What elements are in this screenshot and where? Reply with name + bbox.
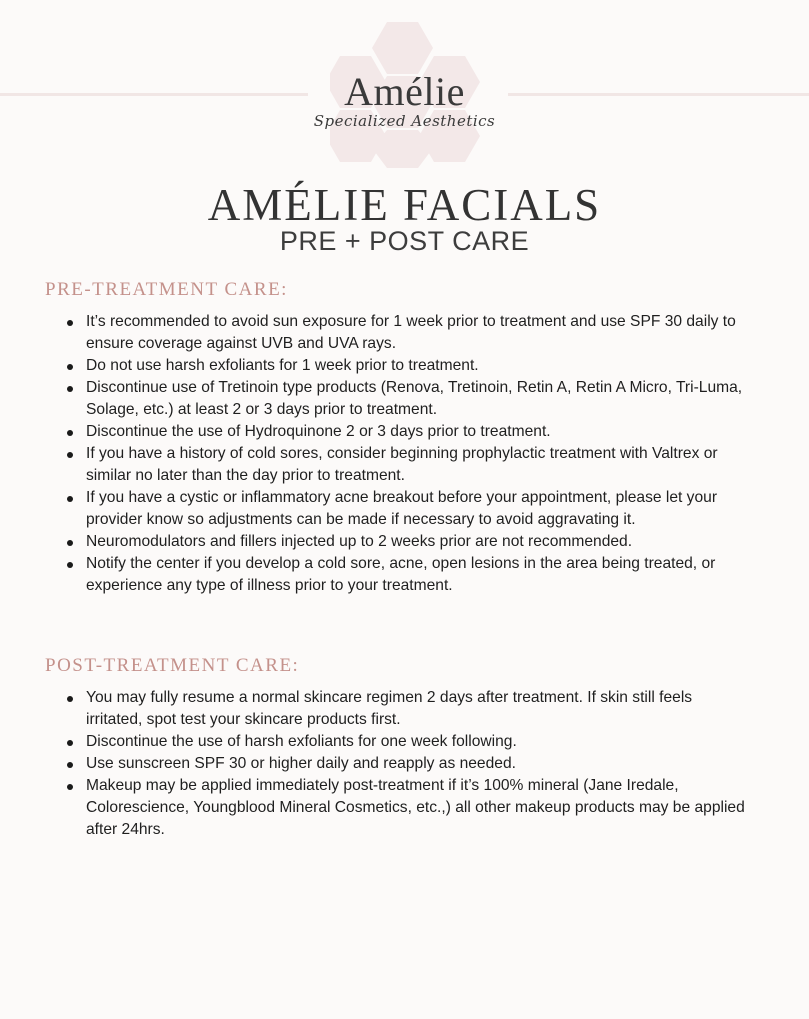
list-item [62, 553, 752, 597]
list-item-text: Do not use harsh exfoliants for 1 week prior to treatment. [86, 357, 479, 374]
bullet-icon [67, 320, 73, 326]
bullet-icon [67, 540, 73, 546]
bullet-icon [67, 562, 73, 568]
list-item [62, 355, 752, 377]
list-item-text: Discontinue use of Tretinoin type products (Renova, Tretinoin, Retin A, Retin A Micro, Tri-Luma, Solage, etc.) at least 2 or 3 days prior to treatment. [86, 379, 743, 418]
bullet-icon [67, 696, 73, 702]
list-item-text: If you have a history of cold sores, consider beginning prophylactic treatment with Valtrex or similar no later than the day prior to treatment. [86, 445, 718, 484]
bullet-icon [67, 762, 73, 768]
list-item-text: It’s recommended to avoid sun exposure for 1 week prior to treatment and use SPF 30 daily to ensure coverage against UVB and UVA rays. [86, 313, 736, 352]
hexagon-shape [372, 22, 433, 74]
list-item-text: If you have a cystic or inflammatory acne breakout before your appointment, please let your provider know so adjustments can be made if necessary to avoid aggravating it. [86, 489, 718, 528]
brand-tagline: Specialized Aesthetics [313, 112, 496, 130]
list-item [62, 487, 752, 531]
bullet-icon [67, 430, 73, 436]
list-item [62, 377, 752, 421]
list-item [62, 753, 752, 775]
list-item [62, 775, 752, 841]
bullet-icon [67, 784, 73, 790]
pre-treatment-list [62, 311, 752, 597]
list-item-text: Discontinue the use of harsh exfoliants for one week following. [86, 733, 517, 750]
list-item-text: Discontinue the use of Hydroquinone 2 or 3 days prior to treatment. [86, 423, 551, 440]
post-treatment-heading: POST-TREATMENT CARE: [45, 655, 300, 676]
brand-logo-text: Amélie [344, 69, 465, 114]
bullet-icon [67, 452, 73, 458]
pre-treatment-heading: PRE-TREATMENT CARE: [45, 279, 288, 300]
page-title: AMÉLIE FACIALS [207, 180, 602, 230]
list-item-text: Notify the center if you develop a cold sore, acne, open lesions in the area being treated, or experience any type of illness prior to your treatment. [86, 555, 716, 594]
list-item-text: You may fully resume a normal skincare regimen 2 days after treatment. If skin still feels irritated, spot test your skincare products first. [86, 689, 693, 728]
list-item [62, 687, 752, 731]
list-item [62, 731, 752, 753]
bullet-icon [67, 740, 73, 746]
bullet-icon [67, 364, 73, 370]
list-item-text: Use sunscreen SPF 30 or higher daily and reapply as needed. [86, 755, 516, 772]
page-subtitle: PRE + POST CARE [279, 226, 530, 256]
bullet-icon [67, 496, 73, 502]
list-item [62, 421, 752, 443]
post-treatment-list [62, 687, 752, 841]
list-item [62, 443, 752, 487]
list-item-text: Makeup may be applied immediately post-treatment if it’s 100% mineral (Jane Iredale, Colorescience, Youngblood Mineral Cosmetics, etc.,) all other makeup products may be applied after 24hrs. [86, 777, 745, 838]
bullet-icon [67, 386, 73, 392]
list-item-text: Neuromodulators and fillers injected up to 2 weeks prior are not recommended. [86, 533, 633, 550]
list-item [62, 311, 752, 355]
list-item [62, 531, 752, 553]
